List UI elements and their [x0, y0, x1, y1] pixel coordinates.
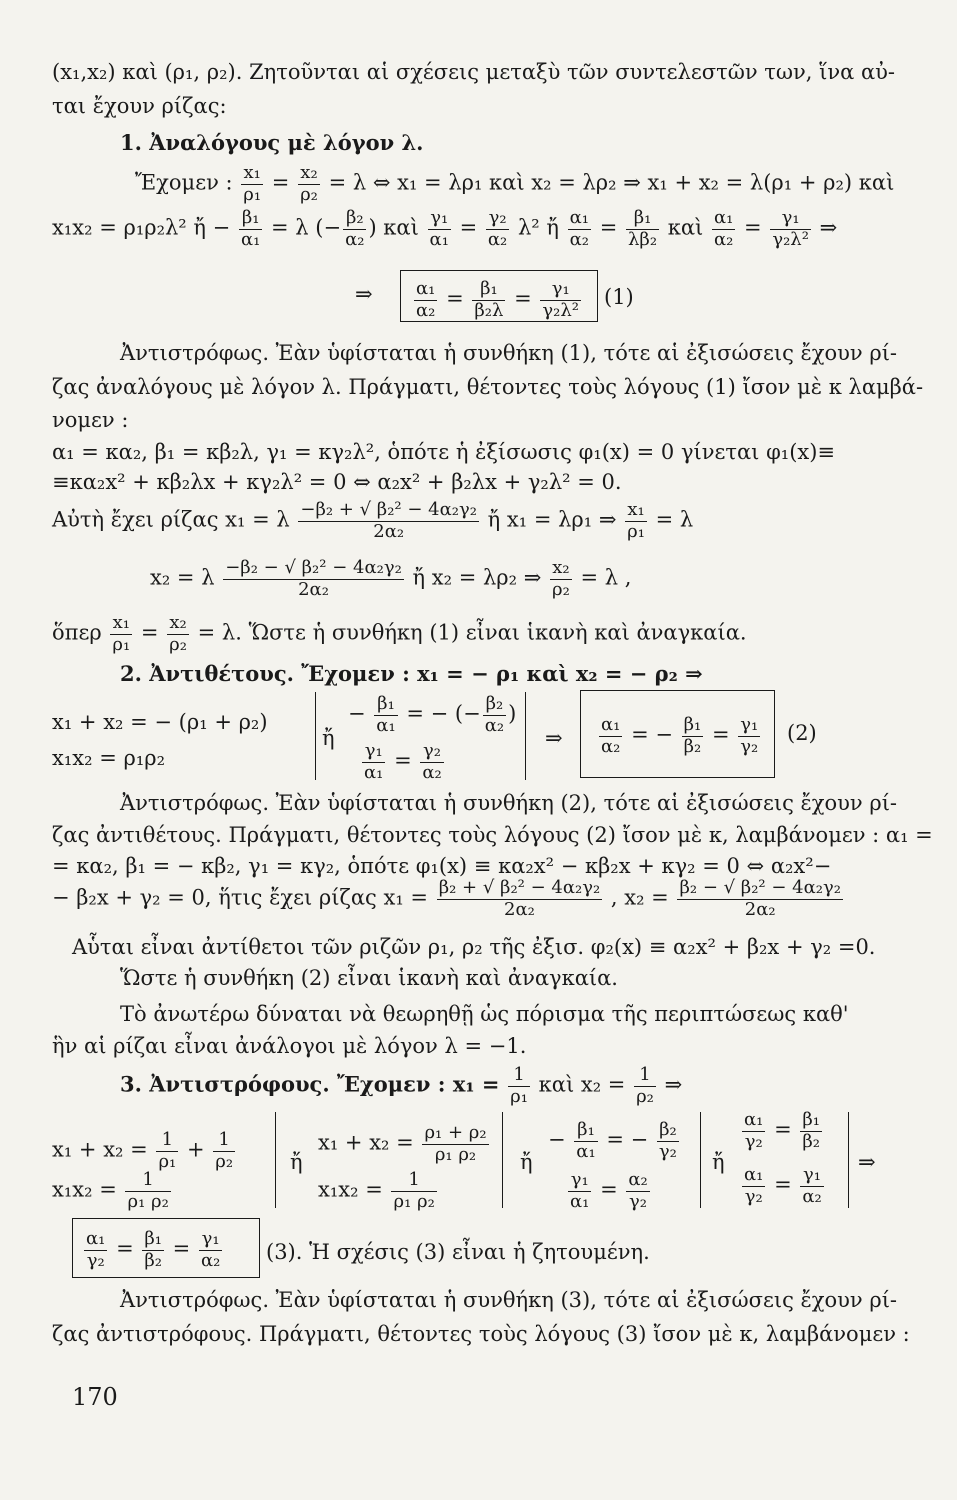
fraction: $\frac{1}{\text{ρ₁ ρ₂}}$ [127, 1169, 169, 1212]
text-line: ζας ἀναλόγους μὲ λόγον λ. Πράγματι, θέτοντες τοὺς λόγους (1) ἴσον μὲ κ λαμβά- [52, 375, 924, 399]
fraction: $\frac{\text{x₂}}{\text{ρ₂}}$ [169, 612, 187, 655]
fraction: $\frac{\text{α₁}}{\text{α₂}}$ [569, 207, 590, 250]
fraction: $\frac{\text{β₂ + √ β₂² − 4α₂γ₂}}{\text{2α₂}}$ [438, 877, 601, 920]
implies-arrow: ⇒ [545, 726, 563, 750]
equation-line [318, 1170, 439, 1212]
boxed-equation-1 [412, 279, 583, 321]
equals-sign: = [116, 1236, 134, 1261]
equation-text: = λ ⇔ x₁ = λρ₁ καὶ x₂ = λρ₂ ⇒ x₁ + x₂ = λ(ρ₁ + ρ₂) καὶ [328, 170, 895, 195]
equation-text: ) [508, 701, 517, 726]
equation-text: x₁ + x₂ = [52, 1137, 148, 1162]
fraction: $\frac{\text{γ₂}}{\text{α₂}}$ [422, 740, 442, 783]
fraction: $\frac{\text{x₁}}{\text{ρ₁}}$ [112, 612, 131, 655]
bracket [275, 1112, 276, 1208]
equation-line [135, 163, 894, 205]
equation-text: ἤ [712, 1150, 725, 1174]
fraction: $\frac{\text{α₁}}{\text{γ₂}}$ [86, 1228, 106, 1271]
text-line: Ἀντιστρόφως. Ἐὰν ὑφίσταται ἡ συνθήκη (1), τότε αἱ ἐξισώσεις ἔχουν ρί- [120, 341, 898, 365]
page-number: 170 [72, 1383, 118, 1411]
text-line: (3). Ἡ σχέσις (3) εἶναι ἡ ζητουμένη. [266, 1240, 650, 1264]
minus-sign: − [548, 1127, 566, 1152]
equation-line [318, 1123, 491, 1165]
equation-text: Ἔχομεν : [135, 170, 233, 195]
text-line: ζας ἀντιθέτους. Πράγματι, θέτοντες τοὺς λόγους (2) ἴσον μὲ κ, λαμβάνομεν : α₁ = [52, 823, 933, 847]
equation-text: x₁ + x₂ = − (ρ₁ + ρ₂) [52, 710, 268, 734]
fraction: $\frac{\text{β₁}}{\text{λβ₂}}$ [628, 207, 658, 250]
fraction: $\frac{\text{β₁}}{\text{α₁}}$ [240, 207, 261, 250]
fraction: $\frac{\text{β₂}}{\text{α₂}}$ [345, 207, 365, 250]
equals-sign: = [600, 1177, 618, 1202]
fraction: $\frac{\text{γ₁}}{\text{α₁}}$ [570, 1169, 590, 1212]
fraction: $\frac{\text{γ₁}}{\text{γ₂λ²}}$ [772, 207, 809, 250]
implies-arrow: ⇒ [355, 282, 373, 306]
bracket [848, 1112, 849, 1208]
fraction: $\frac{\text{β₁}}{\text{β₂}}$ [802, 1109, 820, 1152]
implies-arrow: ⇒ [819, 215, 838, 240]
fraction: $\frac{\text{γ₁}}{\text{γ₂}}$ [740, 714, 759, 757]
fraction: $\frac{1}{\text{ρ₁ ρ₂}}$ [393, 1169, 435, 1212]
fraction: $\frac{\text{α₁}}{\text{α₂}}$ [416, 278, 436, 321]
section-heading-2: 2. Ἀντιθέτους. Ἔχομεν : x₁ = − ρ₁ καὶ x₂ = − ρ₂ ⇒ [120, 661, 703, 686]
equation-text: , x₂ = [610, 885, 669, 910]
implies-arrow: ⇒ [664, 1072, 683, 1097]
fraction: $\frac{\text{−β₂ + √ β₂² − 4α₂γ₂}}{\text{2α₂}}$ [300, 499, 477, 542]
divider [315, 692, 316, 780]
fraction: $\frac{\text{x₁}}{\text{ρ₁}}$ [627, 499, 645, 542]
text-line: = κα₂, β₁ = − κβ₂, γ₁ = κγ₂, ὁπότε φ₁(x) ≡ κα₂x² − κβ₂x + κγ₂ = 0 ⇔ α₂x²− [52, 854, 832, 878]
equation-text: x₁x₂ = ρ₁ρ₂ [52, 746, 165, 770]
section-heading-1: 1. Ἀναλόγους μὲ λόγον λ. [120, 130, 424, 155]
fraction: $\frac{\text{α₁}}{\text{γ₂}}$ [744, 1109, 764, 1152]
text-line: Ἀντιστρόφως. Ἐὰν ὑφίσταται ἡ συνθήκη (2), τότε αἱ ἐξισώσεις ἔχουν ρί- [120, 791, 898, 815]
fraction: $\frac{\text{α₁}}{\text{α₂}}$ [713, 207, 734, 250]
bracket [700, 1112, 701, 1208]
fraction: $\frac{\text{ρ₁ + ρ₂}}{\text{ρ₁ ρ₂}}$ [424, 1122, 487, 1165]
equals-sign: = − [631, 722, 673, 747]
equation-text: λ² ἤ [517, 215, 559, 240]
fraction: $\frac{\text{β₂ − √ β₂² − 4α₂γ₂}}{\text{2α₂}}$ [679, 877, 841, 920]
equation-text: x₂ = λ [150, 565, 215, 590]
equation-text: = λ [655, 507, 694, 532]
equation-line [566, 1170, 652, 1212]
fraction: $\frac{\text{−β₂ − √ β₂² − 4α₂γ₂}}{\text{2α₂}}$ [225, 557, 402, 600]
equation-line [150, 558, 631, 600]
equals-sign: = [459, 215, 478, 240]
equation-text: + [186, 1137, 205, 1162]
fraction: $\frac{\text{x₂}}{\text{ρ₂}}$ [552, 557, 570, 600]
minus-sign: − [348, 701, 366, 726]
fraction: $\frac{\text{x₁}}{\text{ρ₁}}$ [243, 162, 262, 205]
divider [525, 692, 526, 780]
equation-text: x₁x₂ = [52, 1177, 117, 1202]
fraction: $\frac{\text{γ₁}}{\text{α₁}}$ [364, 740, 384, 783]
equals-sign: = [514, 286, 532, 311]
equation-text: = λ. Ὥστε ἡ συνθήκη (1) εἶναι ἱκανὴ καὶ ἀναγκαία. [197, 620, 747, 645]
equation-text: = λ , [580, 565, 632, 590]
fraction: $\frac{\text{β₁}}{\text{β₂λ}}$ [474, 278, 504, 321]
fraction: $\frac{\text{γ₁}}{\text{γ₂λ²}}$ [542, 278, 579, 321]
fraction: $\frac{\text{β₂}}{\text{γ₂}}$ [658, 1119, 677, 1162]
equation-number: (1) [604, 285, 634, 309]
text-line: Αὗται εἶναι ἀντίθετοι τῶν ριζῶν ρ₁, ρ₂ τῆς ἐξισ. φ₂(x) ≡ α₂x² + β₂x + γ₂ =0. [72, 935, 876, 959]
equation-text: x₁ + x₂ = [318, 1130, 414, 1155]
equation-line [52, 500, 693, 542]
text-line: ζας ἀντιστρόφους. Πράγματι, θέτοντες τοὺς λόγους (3) ἴσον μὲ κ, λαμβάνομεν : [52, 1322, 910, 1346]
fraction: $\frac{\text{γ₁}}{\text{α₁}}$ [429, 207, 449, 250]
equation-text: ἤ [322, 726, 335, 750]
equals-sign: = [774, 1172, 792, 1197]
fraction: $\frac{\text{β₁}}{\text{β₂}}$ [683, 714, 702, 757]
text-line: (x₁,x₂) καὶ (ρ₁, ρ₂). Ζητοῦνται αἱ σχέσεις μεταξὺ τῶν συντελεστῶν των, ἵνα αὐ- [52, 60, 896, 84]
equation-text: ) καὶ [368, 215, 419, 240]
fraction: $\frac{\text{β₁}}{\text{α₁}}$ [376, 693, 396, 736]
fraction: $\frac{\text{γ₂}}{\text{α₂}}$ [487, 207, 508, 250]
fraction: $\frac{1}{\text{ρ₂}}$ [636, 1064, 654, 1107]
equation-text: καὶ [667, 215, 704, 240]
equation-text: x₁x₂ = [318, 1177, 383, 1202]
bracket [502, 1112, 503, 1208]
fraction: $\frac{1}{\text{ρ₁}}$ [158, 1129, 177, 1172]
equation-line [548, 1120, 681, 1162]
equals-sign: = [172, 1236, 191, 1261]
fraction: $\frac{\text{β₁}}{\text{α₁}}$ [576, 1119, 596, 1162]
equation-text: ἤ [520, 1150, 533, 1174]
fraction: $\frac{\text{β₁}}{\text{β₂}}$ [144, 1228, 162, 1271]
equals-sign: = [711, 722, 730, 747]
fraction: $\frac{\text{β₂}}{\text{α₂}}$ [484, 693, 505, 736]
equals-sign: = [140, 620, 159, 645]
boxed-equation-3 [82, 1229, 224, 1271]
text-line: Ἀντιστρόφως. Ἐὰν ὑφίσταται ἡ συνθήκη (3), τότε αἱ ἐξισώσεις ἔχουν ρί- [120, 1288, 898, 1312]
equation-line [740, 1110, 824, 1152]
equation-line [52, 208, 837, 250]
equation-text: καὶ x₂ = [538, 1072, 626, 1097]
fraction: $\frac{\text{α₁}}{\text{γ₂}}$ [744, 1164, 764, 1207]
text-line: ἣν αἱ ρίζαι εἶναι ἀνάλογοι μὲ λόγον λ = −1. [52, 1034, 527, 1058]
text-line: νομεν : [52, 408, 129, 432]
equation-line [52, 1170, 173, 1212]
fraction: $\frac{1}{\text{ρ₁}}$ [510, 1064, 528, 1107]
equation-line [740, 1165, 826, 1207]
equation-line [52, 613, 747, 655]
equals-sign: = − [606, 1127, 649, 1152]
equals-sign: = [599, 215, 618, 240]
equals-sign: = [774, 1117, 792, 1142]
equation-text: = − (− [406, 701, 481, 726]
equation-line [360, 741, 446, 783]
fraction: $\frac{\text{α₁}}{\text{α₂}}$ [601, 714, 621, 757]
equals-sign: = [446, 286, 464, 311]
equation-line [348, 694, 516, 736]
text-line: Ὥστε ἡ συνθήκη (2) εἶναι ἱκανὴ καὶ ἀναγκαία. [120, 966, 618, 990]
fraction: $\frac{\text{α₂}}{\text{γ₂}}$ [628, 1169, 648, 1212]
text-line: Τὸ ἀνωτέρω δύναται νὰ θεωρηθῇ ὡς πόρισμα τῆς περιπτώσεως καθ' [120, 1002, 849, 1026]
fraction: $\frac{\text{x₂}}{\text{ρ₂}}$ [300, 162, 318, 205]
equation-line [52, 878, 845, 920]
fraction: $\frac{\text{γ₁}}{\text{α₂}}$ [802, 1164, 822, 1207]
implies-arrow: ⇒ [858, 1150, 876, 1174]
equation-text: ἤ x₁ = λρ₁ ⇒ [487, 507, 617, 532]
equation-line [52, 1130, 237, 1172]
equation-text: ἤ [290, 1150, 303, 1174]
boxed-equation-2 [597, 715, 762, 757]
equals-sign: = [394, 748, 412, 773]
equals-sign: = [271, 170, 290, 195]
text-line: ται ἔχουν ρίζας: [52, 94, 227, 118]
equation-text: = λ (− [271, 215, 342, 240]
equation-text: − β₂x + γ₂ = 0, ἥτις ἔχει ρίζας x₁ = [52, 885, 429, 910]
equation-text: Αὐτὴ ἔχει ρίζας x₁ = λ [52, 507, 290, 532]
equation-text: x₁x₂ = ρ₁ρ₂λ² ἤ − [52, 215, 231, 240]
equation-number: (2) [787, 721, 817, 745]
section-heading-3: 3. Ἀντιστρόφους. Ἔχομεν : x₁ = [120, 1071, 500, 1097]
text-line: α₁ = κα₂, β₁ = κβ₂λ, γ₁ = κγ₂λ², ὁπότε ἡ ἐξίσωσις φ₁(x) = 0 γίνεται φ₁(x)≡ [52, 440, 836, 464]
equation-line [120, 1065, 682, 1107]
fraction: $\frac{1}{\text{ρ₂}}$ [215, 1129, 234, 1172]
equation-text: ὅπερ [52, 620, 102, 645]
text-line: ≡κα₂x² + κβ₂λx + κγ₂λ² = 0 ⇔ α₂x² + β₂λx + γ₂λ² = 0. [52, 470, 622, 494]
fraction: $\frac{\text{γ₁}}{\text{α₂}}$ [200, 1228, 221, 1271]
equation-text: ἤ x₂ = λρ₂ ⇒ [412, 565, 542, 590]
equals-sign: = [744, 215, 762, 240]
